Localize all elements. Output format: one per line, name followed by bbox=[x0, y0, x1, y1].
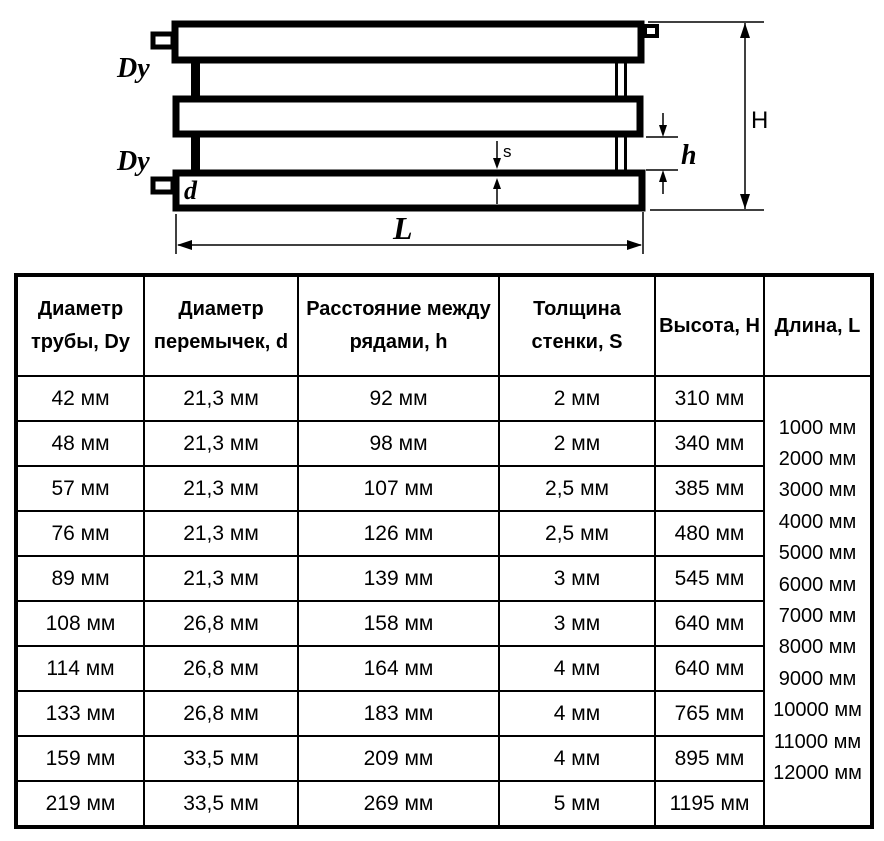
table-cell: 3 мм bbox=[499, 601, 655, 646]
register-diagram bbox=[0, 0, 884, 268]
table-cell: 183 мм bbox=[298, 691, 499, 736]
table-cell: 1195 мм bbox=[655, 781, 764, 827]
table-cell: 48 мм bbox=[16, 421, 144, 466]
table-cell: 895 мм bbox=[655, 736, 764, 781]
table-cell: 33,5 мм bbox=[144, 736, 298, 781]
table-row bbox=[16, 511, 872, 556]
column-header-jumper-diameter: Диаметр перемычек, d bbox=[144, 275, 298, 376]
h-arrow-down bbox=[740, 194, 750, 209]
table-cell: 21,3 мм bbox=[144, 376, 298, 421]
wall-arrow-down bbox=[493, 158, 501, 169]
table-cell: 209 мм bbox=[298, 736, 499, 781]
spec-table bbox=[14, 273, 874, 829]
table-cell: 26,8 мм bbox=[144, 691, 298, 736]
length-merged-cell bbox=[764, 376, 872, 827]
length-option: 9000 мм bbox=[778, 667, 857, 690]
table-cell: 2 мм bbox=[499, 376, 655, 421]
table-cell: 139 мм bbox=[298, 556, 499, 601]
length-option: 12000 мм bbox=[773, 762, 862, 785]
label-overall-height: H bbox=[751, 107, 769, 134]
table-row bbox=[16, 421, 872, 466]
length-option: 2000 мм bbox=[778, 447, 857, 470]
table-cell: 2,5 мм bbox=[499, 466, 655, 511]
length-option: 11000 мм bbox=[773, 730, 862, 753]
table-row bbox=[16, 646, 872, 691]
l-arrow-left bbox=[177, 240, 192, 250]
column-header-height: Высота, Н bbox=[655, 275, 764, 376]
label-pipe-diameter-top: Dy bbox=[117, 53, 150, 84]
table-cell: 765 мм bbox=[655, 691, 764, 736]
table-cell: 159 мм bbox=[16, 736, 144, 781]
table-cell: 545 мм bbox=[655, 556, 764, 601]
table-row bbox=[16, 691, 872, 736]
table-cell: 108 мм bbox=[16, 601, 144, 646]
row-spacing-arrow-up bbox=[659, 170, 667, 182]
length-option: 10000 мм bbox=[773, 699, 862, 722]
table-cell: 310 мм bbox=[655, 376, 764, 421]
label-row-spacing: h bbox=[681, 140, 697, 171]
register-diagram-svg bbox=[0, 0, 884, 268]
stub-top-left bbox=[153, 34, 173, 47]
table-cell: 3 мм bbox=[499, 556, 655, 601]
pipe-row-middle bbox=[176, 99, 640, 134]
length-option: 6000 мм bbox=[778, 573, 857, 596]
table-cell: 164 мм bbox=[298, 646, 499, 691]
table-cell: 4 мм bbox=[499, 646, 655, 691]
column-header-pipe-diameter: Диаметр трубы, Dy bbox=[16, 275, 144, 376]
table-cell: 640 мм bbox=[655, 646, 764, 691]
table-cell: 21,3 мм bbox=[144, 511, 298, 556]
table-cell: 219 мм bbox=[16, 781, 144, 827]
table-cell: 4 мм bbox=[499, 691, 655, 736]
row-spacing-arrow-down bbox=[659, 125, 667, 137]
table-row bbox=[16, 556, 872, 601]
label-wall-thickness: s bbox=[503, 142, 512, 161]
table-cell: 126 мм bbox=[298, 511, 499, 556]
pipe-row-top bbox=[175, 24, 641, 60]
table-row bbox=[16, 781, 872, 827]
table-cell: 26,8 мм bbox=[144, 646, 298, 691]
table-row bbox=[16, 736, 872, 781]
table-cell: 640 мм bbox=[655, 601, 764, 646]
table-cell: 4 мм bbox=[499, 736, 655, 781]
l-arrow-right bbox=[627, 240, 642, 250]
table-cell: 340 мм bbox=[655, 421, 764, 466]
pipe-row-bottom bbox=[176, 173, 642, 208]
label-overall-length: L bbox=[393, 210, 413, 246]
length-option: 8000 мм bbox=[778, 636, 857, 659]
table-cell: 21,3 мм bbox=[144, 556, 298, 601]
table-row bbox=[16, 601, 872, 646]
length-option: 4000 мм bbox=[778, 510, 857, 533]
table-cell: 5 мм bbox=[499, 781, 655, 827]
stub-top-right bbox=[645, 26, 657, 36]
stub-bottom-left bbox=[153, 179, 173, 192]
header-row bbox=[16, 275, 872, 376]
table-cell: 33,5 мм bbox=[144, 781, 298, 827]
table-cell: 158 мм bbox=[298, 601, 499, 646]
table-cell: 57 мм bbox=[16, 466, 144, 511]
label-jumper-diameter: d bbox=[184, 176, 197, 205]
table-cell: 114 мм bbox=[16, 646, 144, 691]
column-header-wall-thickness: Толщина стенки, S bbox=[499, 275, 655, 376]
h-arrow-up bbox=[740, 23, 750, 38]
table-row bbox=[16, 466, 872, 511]
table-cell: 98 мм bbox=[298, 421, 499, 466]
table-row bbox=[16, 376, 872, 421]
table-cell: 76 мм bbox=[16, 511, 144, 556]
table-cell: 89 мм bbox=[16, 556, 144, 601]
table-cell: 42 мм bbox=[16, 376, 144, 421]
label-pipe-diameter-bottom: Dy bbox=[117, 146, 150, 177]
table-cell: 92 мм bbox=[298, 376, 499, 421]
column-header-length: Длина, L bbox=[764, 275, 872, 376]
length-option: 7000 мм bbox=[778, 605, 857, 627]
length-option: 3000 мм bbox=[778, 479, 857, 502]
table-cell: 385 мм bbox=[655, 466, 764, 511]
table-cell: 107 мм bbox=[298, 466, 499, 511]
column-header-row-spacing: Расстояние между рядами, h bbox=[298, 275, 499, 376]
table-cell: 21,3 мм bbox=[144, 421, 298, 466]
length-option: 1000 мм bbox=[778, 416, 857, 439]
table-cell: 26,8 мм bbox=[144, 601, 298, 646]
jumper-right-top bbox=[617, 61, 626, 99]
table-cell: 21,3 мм bbox=[144, 466, 298, 511]
jumper-right-bottom bbox=[617, 134, 626, 172]
length-option: 5000 мм bbox=[778, 542, 857, 565]
table-cell: 2,5 мм bbox=[499, 511, 655, 556]
table-cell: 480 мм bbox=[655, 511, 764, 556]
table-cell: 133 мм bbox=[16, 691, 144, 736]
table-cell: 269 мм bbox=[298, 781, 499, 827]
table-cell: 2 мм bbox=[499, 421, 655, 466]
